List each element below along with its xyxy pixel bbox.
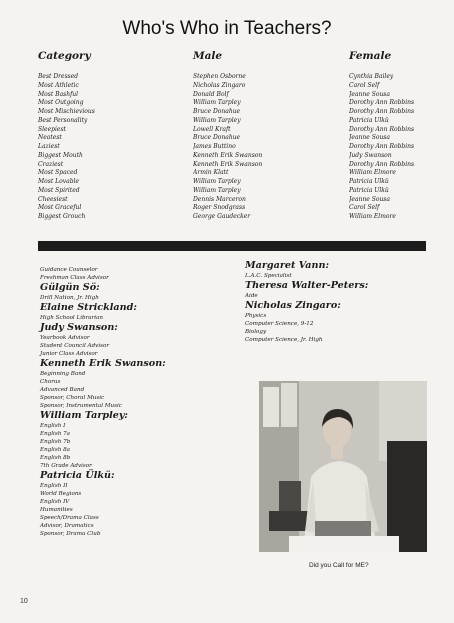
- section-divider: [38, 241, 426, 251]
- category-header: Category: [38, 50, 91, 62]
- teacher-role: Drill Nation, Jr. High: [40, 295, 99, 301]
- teacher-role: L.A.C. Specialist: [245, 273, 292, 279]
- male-winner: Dennis Marceron: [193, 195, 246, 203]
- teacher-name: Judy Swanson:: [40, 322, 118, 333]
- teacher-role: Computer Science, Jr. High: [245, 337, 323, 343]
- male-winner: Nicholas Zingaro: [193, 81, 246, 89]
- teacher-role: Yearbook Advisor: [40, 335, 90, 341]
- male-winner: William Tarpley: [193, 116, 241, 124]
- faculty-list-right: [245, 260, 368, 344]
- male-winner: William Tarpley: [193, 178, 241, 185]
- teacher-role: High School Librarian: [40, 315, 103, 321]
- photo-caption: Did you Call for ME?: [309, 562, 369, 569]
- male-winner: George Gaudecker: [193, 213, 251, 220]
- male-winner: Bruce Donahue: [193, 134, 241, 142]
- female-winner: Cynthia Bailey: [349, 73, 394, 80]
- male-winner: William Tarpley: [193, 99, 241, 107]
- teacher-role: 7th Grade Advisor: [40, 463, 92, 469]
- teacher-role: Advisor, Dramatics: [40, 523, 94, 529]
- teacher-role: Sponsor, Drama Club: [40, 531, 101, 537]
- category-item: Cheesiest: [38, 195, 68, 203]
- male-winner: Stephen Osborne: [193, 73, 246, 80]
- female-winner: Dorothy Ann Robbins: [349, 125, 415, 133]
- category-item: Most Spirited: [38, 186, 80, 194]
- male-winner: Donald Bolf: [193, 90, 229, 98]
- female-winner: Patricia Ülkü: [349, 116, 389, 124]
- teacher-role: World Regions: [40, 491, 82, 497]
- category-item: Most Graceful: [38, 204, 82, 212]
- category-item: Most Lovable: [38, 178, 80, 185]
- teacher-name: Kenneth Erik Swanson:: [40, 358, 166, 369]
- teacher-role: Humanities: [40, 507, 73, 513]
- teacher-role: Chorus: [40, 379, 61, 385]
- male-winner: Kenneth Erik Swanson: [193, 151, 263, 159]
- teacher-role: Biology: [245, 329, 267, 335]
- female-winner: Jeanne Sousa: [349, 195, 390, 203]
- teacher-role: Physics: [245, 313, 267, 319]
- lead-role: Guidance Counselor: [40, 267, 98, 273]
- female-winner: Carol Self: [349, 204, 380, 212]
- female-winner: Patricia Ülkü: [349, 186, 389, 194]
- category-item: Most Outgoing: [38, 99, 84, 107]
- category-item: Most Bashful: [38, 90, 79, 98]
- male-winner: William Tarpley: [193, 186, 241, 194]
- teacher-name: Theresa Walter-Peters:: [245, 280, 369, 291]
- teacher-role: English II: [40, 483, 68, 489]
- teacher-role: Sponsor, Choral Music: [40, 395, 105, 401]
- female-winner: William Elmore: [349, 169, 396, 177]
- male-winner: Roger Snodgrass: [193, 204, 246, 212]
- teacher-role: Advanced Band: [40, 387, 85, 393]
- teacher-role: English I: [40, 423, 66, 429]
- page-number: 10: [20, 598, 28, 605]
- category-item: Best Personality: [38, 116, 88, 124]
- category-item: Sleepiest: [38, 125, 66, 133]
- female-header: Female: [349, 50, 392, 62]
- male-winner: James Buttino: [193, 143, 236, 150]
- teacher-name: Margaret Vann:: [245, 260, 330, 271]
- male-list: [193, 73, 262, 222]
- teacher-name: Patricia Ülkü:: [40, 470, 115, 481]
- faculty-list-left: [40, 266, 166, 538]
- teacher-name: Gülgün Sö:: [40, 282, 100, 293]
- teacher-role: Aide: [245, 293, 258, 299]
- female-winner: William Elmore: [349, 213, 396, 220]
- category-item: Laziest: [38, 143, 60, 150]
- female-winner: Dorothy Ann Robbins: [349, 99, 415, 107]
- female-winner: Dorothy Ann Robbins: [349, 143, 415, 150]
- teacher-photo-illustration: [259, 381, 427, 552]
- female-winner: Jeanne Sousa: [349, 134, 390, 142]
- teacher-role: English 7a: [40, 431, 70, 437]
- teacher-role: English IV: [40, 499, 70, 505]
- category-item: Biggest Mouth: [38, 151, 83, 159]
- category-item: Most Mischievious: [38, 108, 95, 115]
- female-winner: Carol Self: [349, 81, 380, 89]
- category-list: [38, 73, 95, 222]
- category-item: Most Athletic: [38, 81, 79, 89]
- male-winner: Kenneth Erik Swanson: [193, 160, 263, 168]
- teacher-role: Junior Class Advisor: [40, 351, 98, 357]
- male-winner: Bruce Donahue: [193, 108, 241, 115]
- teacher-role: English 7b: [40, 439, 71, 445]
- teacher-name: Nicholas Zingaro:: [245, 300, 341, 311]
- category-item: Best Dressed: [38, 73, 79, 80]
- male-winner: Armin Klatt: [193, 169, 229, 177]
- female-winner: Dorothy Ann Robbins: [349, 160, 415, 168]
- teacher-role: English 8a: [40, 447, 70, 453]
- female-winner: Judy Swanson: [349, 151, 392, 159]
- male-header: Male: [193, 50, 223, 62]
- teacher-name: William Tarpley:: [40, 410, 128, 421]
- teacher-role: Beginning Band: [40, 371, 86, 377]
- category-item: Biggest Grouch: [38, 213, 86, 220]
- female-winner: Jeanne Sousa: [349, 90, 390, 98]
- lead-role: Freshman Class Advisor: [40, 275, 109, 281]
- category-item: Craziest: [38, 160, 64, 168]
- teacher-role: Sponsor, Instrumental Music: [40, 403, 122, 409]
- teacher-role: English 8b: [40, 455, 71, 461]
- category-item: Most Spaced: [38, 169, 78, 177]
- page-title: Who's Who in Teachers?: [122, 18, 332, 39]
- female-list: [349, 73, 414, 222]
- teacher-role: Student Council Advisor: [40, 343, 110, 349]
- teacher-photo: [259, 381, 427, 552]
- teacher-role: Computer Science, 9-12: [245, 321, 314, 327]
- teacher-name: Elaine Strickland:: [40, 302, 137, 313]
- female-winner: Dorothy Ann Robbins: [349, 108, 415, 115]
- category-item: Neatest: [38, 134, 62, 142]
- female-winner: Patricia Ülkü: [349, 178, 389, 185]
- male-winner: Lowell Kraft: [193, 125, 231, 133]
- teacher-role: Speech/Drama Class: [40, 515, 99, 521]
